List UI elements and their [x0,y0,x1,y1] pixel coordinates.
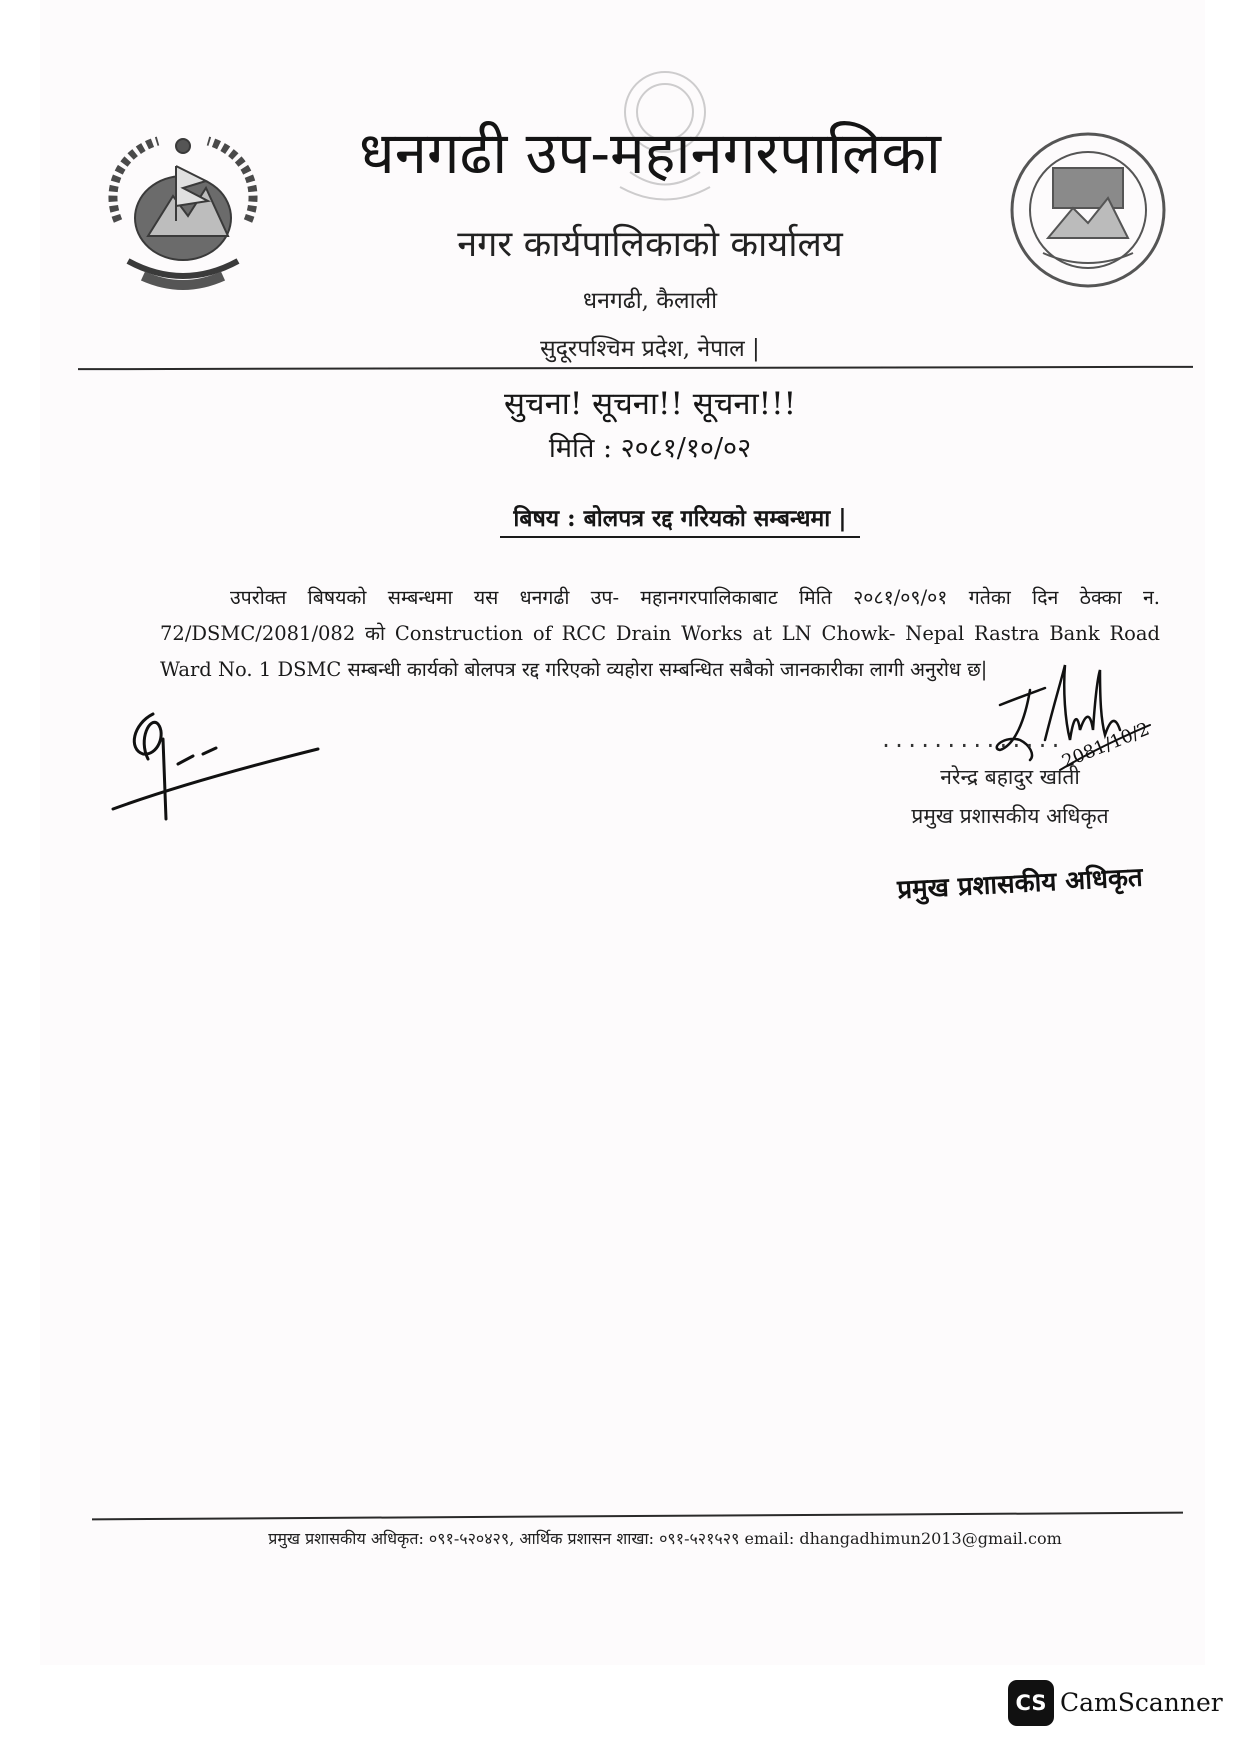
office-province: सुदूरपश्चिम प्रदेश, नेपाल | [540,336,760,362]
office-city: धनगढी, कैलाली [582,288,718,314]
initial-signature [108,694,328,824]
camscanner-label: CamScanner [1060,1688,1223,1717]
notice-subject: बिषय : बोलपत्र रद्द गरियको सम्बन्धमा | [500,502,860,538]
camscanner-logo-icon: CS [1008,1680,1054,1726]
notice-heading: सुचना! सूचना!! सूचना!!! [503,386,797,422]
signature-line: .............. [880,728,1063,752]
footer-contact: प्रमुख प्रशासकीय अधिकृत: ०९१-५२०४२९, आर्थिक प्रशासन शाखा: ०९१-५२१५२९ email: dhangadhimun2013@gmail.com [268,1529,1062,1548]
signer-name: नरेन्द्र बहादुर खाती [940,765,1080,789]
officer-signature [985,660,1155,775]
body-paragraph: उपरोक्त बिषयको सम्बन्धमा यस धनगढी उप- महानगरपालिकाबाट मिति २०८१/०९/०१ गतेका दिन ठेक्का न. 72/DSMC/2081/082 को Construction of RCC Drain Works at LN Chowk- Nepal Rastra Bank Road Ward No. 1 DSMC सम्बन्धी कार्यको बोलपत्र रद्द गरिएको व्यहोरा सम्बन्धित सबैको जानकारीका लागी अनुरोध छ| [160,586,1160,681]
organization-name: धनगढी उप-महानगरपालिका [359,119,941,187]
signer-title: प्रमुख प्रशासकीय अधिकृत [911,804,1109,828]
signature-date: 2081/10/2 [1059,718,1153,773]
title-stamp: प्रमुख प्रशासकीय अधिकृत [896,862,1144,906]
nepal-emblem-icon [88,126,278,301]
office-name: नगर कार्यपालिकाको कार्यालय [457,224,843,265]
municipality-seal-icon [1003,128,1173,293]
notice-date: मिति : २०८१/१०/०२ [548,433,752,464]
